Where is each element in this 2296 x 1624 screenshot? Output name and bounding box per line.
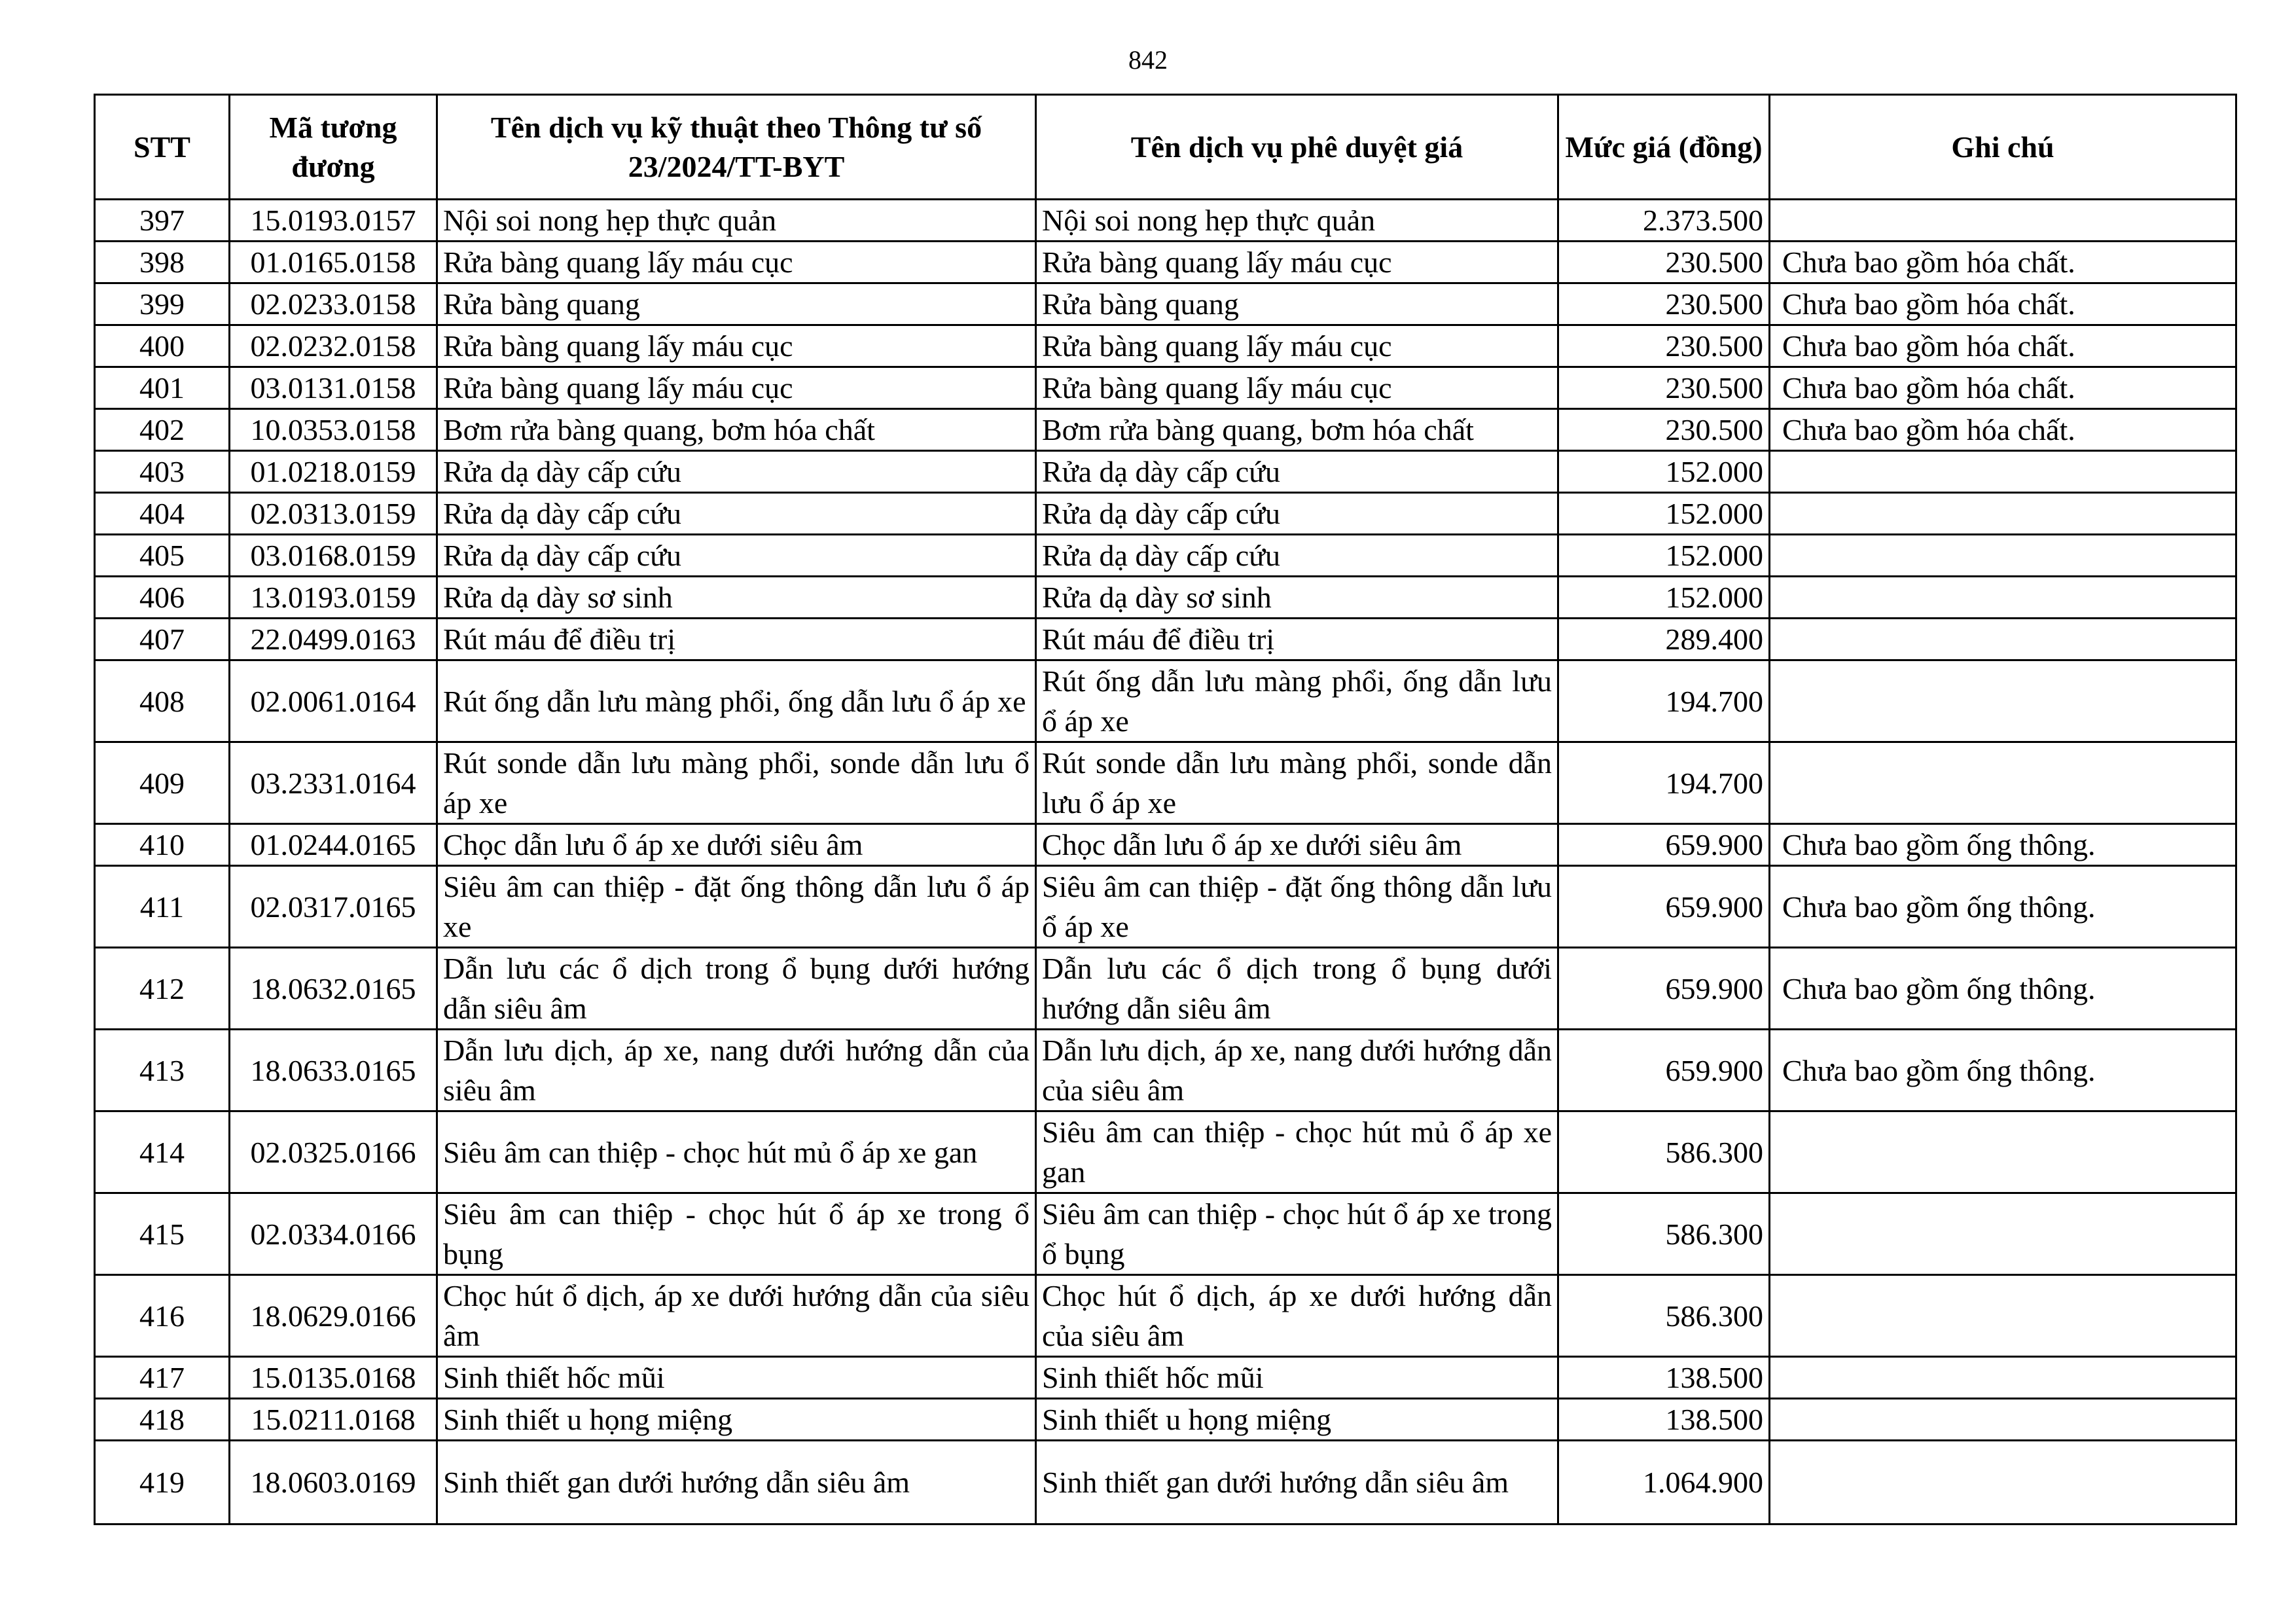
cell-approved-name: Rửa bàng quang lấy máu cục <box>1036 242 1558 283</box>
cell-stt: 405 <box>95 535 230 577</box>
cell-price: 138.500 <box>1558 1357 1770 1399</box>
cell-price: 152.000 <box>1558 535 1770 577</box>
cell-price: 659.900 <box>1558 1030 1770 1111</box>
table-row <box>95 619 2236 660</box>
cell-note <box>1770 1111 2236 1193</box>
cell-code: 02.0061.0164 <box>230 660 437 742</box>
cell-stt: 406 <box>95 577 230 619</box>
cell-approved-name: Rút máu để điều trị <box>1036 619 1558 660</box>
cell-tech-name: Nội soi nong hẹp thực quản <box>437 200 1036 242</box>
header-stt: STT <box>95 95 230 200</box>
cell-code: 01.0218.0159 <box>230 451 437 493</box>
table-row <box>95 493 2236 535</box>
table-row <box>95 577 2236 619</box>
cell-price: 194.700 <box>1558 660 1770 742</box>
cell-note <box>1770 200 2236 242</box>
cell-code: 15.0135.0168 <box>230 1357 437 1399</box>
cell-stt: 414 <box>95 1111 230 1193</box>
header-code: Mã tương đương <box>230 95 437 200</box>
cell-tech-name: Rút máu để điều trị <box>437 619 1036 660</box>
cell-approved-name: Sinh thiết hốc mũi <box>1036 1357 1558 1399</box>
cell-price: 138.500 <box>1558 1399 1770 1441</box>
table-row <box>95 409 2236 451</box>
table-header-row <box>95 95 2236 200</box>
header-tech-name: Tên dịch vụ kỹ thuật theo Thông tư số 23/2024/TT-BYT <box>437 95 1036 200</box>
cell-note: Chưa bao gồm hóa chất. <box>1770 409 2236 451</box>
table-row <box>95 535 2236 577</box>
cell-stt: 413 <box>95 1030 230 1111</box>
cell-approved-name: Nội soi nong hẹp thực quản <box>1036 200 1558 242</box>
cell-price: 659.900 <box>1558 824 1770 866</box>
cell-price: 659.900 <box>1558 866 1770 948</box>
cell-price: 289.400 <box>1558 619 1770 660</box>
table-row <box>95 1399 2236 1441</box>
cell-price: 230.500 <box>1558 283 1770 325</box>
table-row <box>95 1193 2236 1275</box>
cell-note: Chưa bao gồm ống thông. <box>1770 824 2236 866</box>
cell-approved-name: Rửa dạ dày sơ sinh <box>1036 577 1558 619</box>
cell-note <box>1770 742 2236 824</box>
cell-price: 230.500 <box>1558 242 1770 283</box>
cell-tech-name: Rút ống dẫn lưu màng phổi, ống dẫn lưu ổ áp xe <box>437 660 1036 742</box>
cell-note <box>1770 1441 2236 1525</box>
cell-approved-name: Rửa dạ dày cấp cứu <box>1036 451 1558 493</box>
cell-tech-name: Rửa bàng quang <box>437 283 1036 325</box>
cell-note: Chưa bao gồm hóa chất. <box>1770 367 2236 409</box>
cell-code: 03.0131.0158 <box>230 367 437 409</box>
cell-tech-name: Siêu âm can thiệp - chọc hút mủ ổ áp xe gan <box>437 1111 1036 1193</box>
cell-stt: 416 <box>95 1275 230 1357</box>
cell-tech-name: Rút sonde dẫn lưu màng phổi, sonde dẫn lưu ổ áp xe <box>437 742 1036 824</box>
cell-code: 18.0629.0166 <box>230 1275 437 1357</box>
cell-stt: 403 <box>95 451 230 493</box>
cell-tech-name: Siêu âm can thiệp - đặt ống thông dẫn lưu ổ áp xe <box>437 866 1036 948</box>
cell-approved-name: Rửa dạ dày cấp cứu <box>1036 535 1558 577</box>
cell-stt: 408 <box>95 660 230 742</box>
cell-approved-name: Bơm rửa bàng quang, bơm hóa chất <box>1036 409 1558 451</box>
cell-stt: 410 <box>95 824 230 866</box>
cell-code: 18.0603.0169 <box>230 1441 437 1525</box>
table-row <box>95 1441 2236 1525</box>
cell-note <box>1770 1193 2236 1275</box>
cell-tech-name: Rửa dạ dày sơ sinh <box>437 577 1036 619</box>
cell-stt: 409 <box>95 742 230 824</box>
table-row <box>95 200 2236 242</box>
header-price: Mức giá (đồng) <box>1558 95 1770 200</box>
cell-note <box>1770 1275 2236 1357</box>
header-note: Ghi chú <box>1770 95 2236 200</box>
cell-tech-name: Rửa bàng quang lấy máu cục <box>437 325 1036 367</box>
cell-tech-name: Chọc hút ổ dịch, áp xe dưới hướng dẫn của siêu âm <box>437 1275 1036 1357</box>
cell-price: 230.500 <box>1558 409 1770 451</box>
cell-approved-name: Dẫn lưu các ổ dịch trong ổ bụng dưới hướng dẫn siêu âm <box>1036 948 1558 1030</box>
cell-code: 02.0232.0158 <box>230 325 437 367</box>
cell-code: 22.0499.0163 <box>230 619 437 660</box>
cell-stt: 419 <box>95 1441 230 1525</box>
cell-tech-name: Rửa dạ dày cấp cứu <box>437 493 1036 535</box>
cell-code: 18.0632.0165 <box>230 948 437 1030</box>
table-body <box>95 200 2236 1525</box>
table-row <box>95 1357 2236 1399</box>
cell-stt: 412 <box>95 948 230 1030</box>
cell-approved-name: Sinh thiết gan dưới hướng dẫn siêu âm <box>1036 1441 1558 1525</box>
cell-code: 18.0633.0165 <box>230 1030 437 1111</box>
cell-approved-name: Rút sonde dẫn lưu màng phổi, sonde dẫn lưu ổ áp xe <box>1036 742 1558 824</box>
table-row <box>95 660 2236 742</box>
cell-price: 194.700 <box>1558 742 1770 824</box>
table-row <box>95 283 2236 325</box>
cell-approved-name: Rút ống dẫn lưu màng phổi, ống dẫn lưu ổ áp xe <box>1036 660 1558 742</box>
cell-code: 02.0325.0166 <box>230 1111 437 1193</box>
cell-tech-name: Chọc dẫn lưu ổ áp xe dưới siêu âm <box>437 824 1036 866</box>
cell-tech-name: Siêu âm can thiệp - chọc hút ổ áp xe trong ổ bụng <box>437 1193 1036 1275</box>
cell-approved-name: Rửa bàng quang <box>1036 283 1558 325</box>
cell-price: 586.300 <box>1558 1193 1770 1275</box>
cell-stt: 417 <box>95 1357 230 1399</box>
cell-tech-name: Sinh thiết gan dưới hướng dẫn siêu âm <box>437 1441 1036 1525</box>
cell-note: Chưa bao gồm ống thông. <box>1770 948 2236 1030</box>
cell-code: 02.0334.0166 <box>230 1193 437 1275</box>
header-approved-name: Tên dịch vụ phê duyệt giá <box>1036 95 1558 200</box>
cell-price: 230.500 <box>1558 325 1770 367</box>
cell-note <box>1770 619 2236 660</box>
cell-code: 10.0353.0158 <box>230 409 437 451</box>
cell-approved-name: Sinh thiết u họng miệng <box>1036 1399 1558 1441</box>
cell-stt: 407 <box>95 619 230 660</box>
cell-price: 1.064.900 <box>1558 1441 1770 1525</box>
cell-stt: 404 <box>95 493 230 535</box>
table-row <box>95 824 2236 866</box>
table-row <box>95 742 2236 824</box>
cell-code: 15.0193.0157 <box>230 200 437 242</box>
cell-price: 586.300 <box>1558 1111 1770 1193</box>
cell-price: 659.900 <box>1558 948 1770 1030</box>
cell-note: Chưa bao gồm hóa chất. <box>1770 283 2236 325</box>
cell-note <box>1770 577 2236 619</box>
table-row <box>95 1111 2236 1193</box>
table-row <box>95 242 2236 283</box>
table-row <box>95 325 2236 367</box>
cell-tech-name: Dẫn lưu các ổ dịch trong ổ bụng dưới hướng dẫn siêu âm <box>437 948 1036 1030</box>
cell-note <box>1770 1399 2236 1441</box>
cell-tech-name: Bơm rửa bàng quang, bơm hóa chất <box>437 409 1036 451</box>
cell-code: 02.0233.0158 <box>230 283 437 325</box>
cell-stt: 398 <box>95 242 230 283</box>
cell-tech-name: Sinh thiết u họng miệng <box>437 1399 1036 1441</box>
cell-code: 03.0168.0159 <box>230 535 437 577</box>
cell-note: Chưa bao gồm hóa chất. <box>1770 325 2236 367</box>
cell-tech-name: Dẫn lưu dịch, áp xe, nang dưới hướng dẫn của siêu âm <box>437 1030 1036 1111</box>
cell-stt: 399 <box>95 283 230 325</box>
table-row <box>95 451 2236 493</box>
cell-stt: 400 <box>95 325 230 367</box>
cell-tech-name: Sinh thiết hốc mũi <box>437 1357 1036 1399</box>
cell-note <box>1770 493 2236 535</box>
cell-tech-name: Rửa dạ dày cấp cứu <box>437 535 1036 577</box>
cell-stt: 415 <box>95 1193 230 1275</box>
cell-code: 03.2331.0164 <box>230 742 437 824</box>
price-table <box>94 94 2237 1525</box>
cell-price: 230.500 <box>1558 367 1770 409</box>
cell-price: 152.000 <box>1558 493 1770 535</box>
cell-code: 01.0244.0165 <box>230 824 437 866</box>
page-number: 842 <box>1128 45 1168 75</box>
cell-stt: 411 <box>95 866 230 948</box>
cell-approved-name: Rửa bàng quang lấy máu cục <box>1036 325 1558 367</box>
cell-price: 152.000 <box>1558 451 1770 493</box>
cell-code: 15.0211.0168 <box>230 1399 437 1441</box>
cell-approved-name: Rửa bàng quang lấy máu cục <box>1036 367 1558 409</box>
cell-approved-name: Chọc dẫn lưu ổ áp xe dưới siêu âm <box>1036 824 1558 866</box>
table-row <box>95 948 2236 1030</box>
table-row <box>95 1030 2236 1111</box>
cell-note <box>1770 535 2236 577</box>
cell-code: 01.0165.0158 <box>230 242 437 283</box>
cell-note: Chưa bao gồm ống thông. <box>1770 866 2236 948</box>
table-row <box>95 367 2236 409</box>
cell-approved-name: Siêu âm can thiệp - chọc hút mủ ổ áp xe gan <box>1036 1111 1558 1193</box>
cell-code: 13.0193.0159 <box>230 577 437 619</box>
cell-price: 586.300 <box>1558 1275 1770 1357</box>
cell-code: 02.0313.0159 <box>230 493 437 535</box>
cell-price: 152.000 <box>1558 577 1770 619</box>
cell-tech-name: Rửa dạ dày cấp cứu <box>437 451 1036 493</box>
cell-approved-name: Chọc hút ổ dịch, áp xe dưới hướng dẫn của siêu âm <box>1036 1275 1558 1357</box>
cell-note: Chưa bao gồm ống thông. <box>1770 1030 2236 1111</box>
cell-tech-name: Rửa bàng quang lấy máu cục <box>437 242 1036 283</box>
cell-stt: 401 <box>95 367 230 409</box>
cell-note: Chưa bao gồm hóa chất. <box>1770 242 2236 283</box>
cell-note <box>1770 451 2236 493</box>
cell-stt: 418 <box>95 1399 230 1441</box>
cell-approved-name: Siêu âm can thiệp - đặt ống thông dẫn lưu ổ áp xe <box>1036 866 1558 948</box>
cell-note <box>1770 660 2236 742</box>
cell-price: 2.373.500 <box>1558 200 1770 242</box>
cell-note <box>1770 1357 2236 1399</box>
cell-approved-name: Siêu âm can thiệp - chọc hút ổ áp xe trong ổ bụng <box>1036 1193 1558 1275</box>
cell-code: 02.0317.0165 <box>230 866 437 948</box>
table-row <box>95 866 2236 948</box>
cell-stt: 397 <box>95 200 230 242</box>
cell-approved-name: Rửa dạ dày cấp cứu <box>1036 493 1558 535</box>
cell-approved-name: Dẫn lưu dịch, áp xe, nang dưới hướng dẫn của siêu âm <box>1036 1030 1558 1111</box>
cell-tech-name: Rửa bàng quang lấy máu cục <box>437 367 1036 409</box>
table-row <box>95 1275 2236 1357</box>
cell-stt: 402 <box>95 409 230 451</box>
